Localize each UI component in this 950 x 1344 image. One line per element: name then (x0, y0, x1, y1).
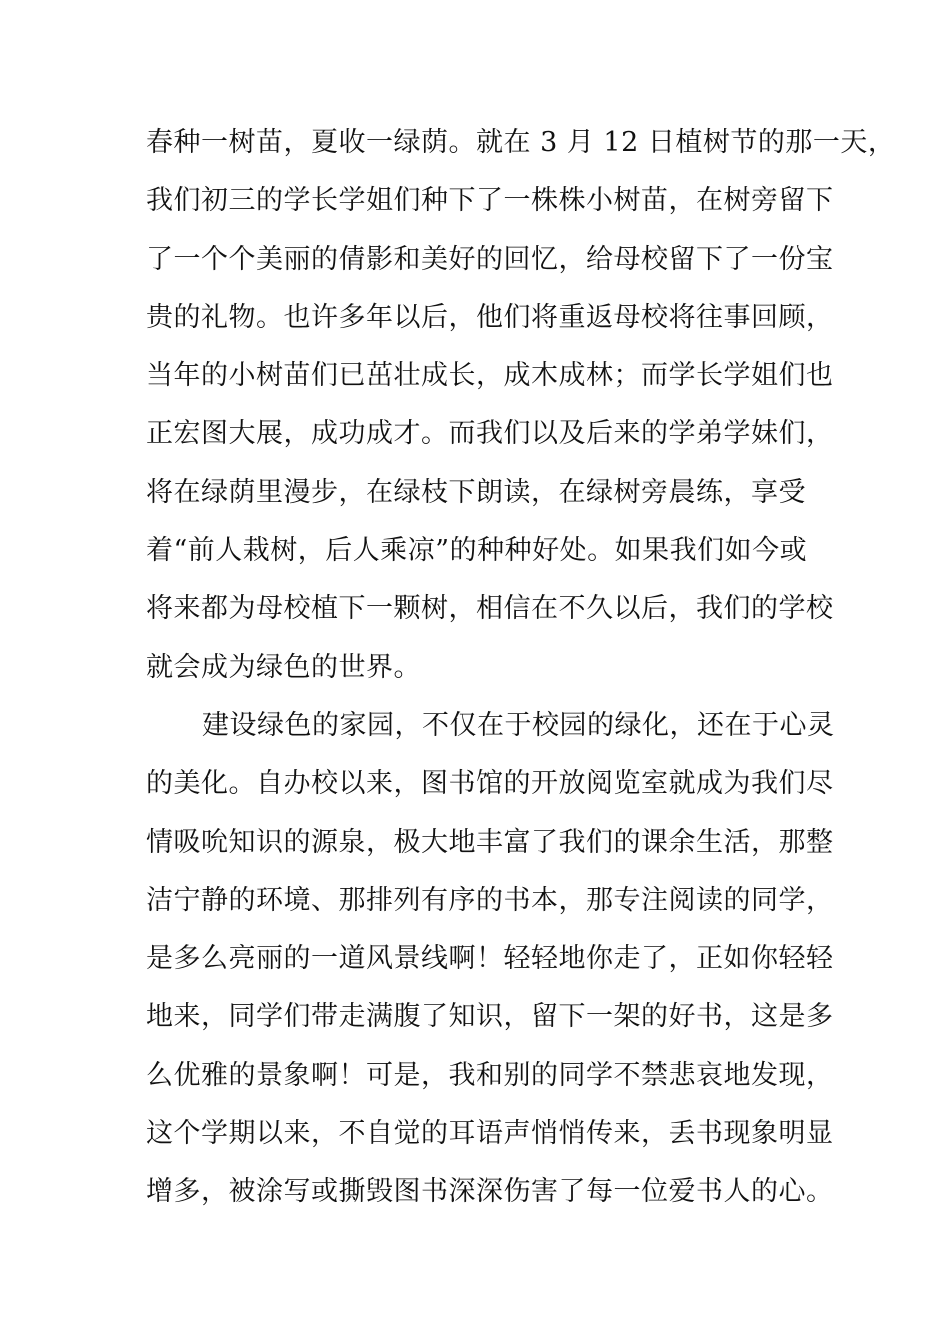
text-line: 情吸吮知识的源泉，极大地丰富了我们的课余生活，那整 (146, 826, 834, 858)
text-line: 春种一树苗，夏收一绿荫。就在 3 月 12 日植树节的那一天， (146, 127, 896, 158)
text-line: 正宏图大展，成功成才。而我们以及后来的学弟学妹们， (146, 418, 834, 450)
text-line: 地来，同学们带走满腹了知识，留下一架的好书，这是多 (146, 1001, 834, 1033)
text-line: 建设绿色的家园，不仅在于校园的绿化，还在于心灵 (202, 709, 835, 741)
text-line: 是多么亮丽的一道风景线啊！轻轻地你走了，正如你轻轻 (146, 943, 834, 975)
text-line: 洁宁静的环境、那排列有序的书本，那专注阅读的同学， (146, 884, 834, 916)
text-line: 就会成为绿色的世界。 (146, 651, 421, 683)
paragraph-1 (146, 122, 896, 705)
text-line: 的美化。自办校以来，图书馆的开放阅览室就成为我们尽 (146, 768, 834, 800)
text-line: 么优雅的景象啊！可是，我和别的同学不禁悲哀地发现， (146, 1059, 834, 1091)
text-line: 贵的礼物。也许多年以后，他们将重返母校将往事回顾， (146, 301, 834, 333)
text-line: 将来都为母校植下一颗树，相信在不久以后，我们的学校 (146, 593, 834, 625)
document-body (146, 122, 896, 1230)
text-line: 这个学期以来，不自觉的耳语声悄悄传来，丢书现象明显 (146, 1118, 834, 1150)
text-line: 我们初三的学长学姐们种下了一株株小树苗，在树旁留下 (146, 185, 834, 217)
text-line: 当年的小树苗们已茁壮成长，成木成林；而学长学姐们也 (146, 360, 834, 392)
paragraph-2 (146, 705, 836, 1230)
text-line: 着“前人栽树，后人乘凉”的种种好处。如果我们如今或 (146, 535, 808, 567)
text-line: 增多，被涂写或撕毁图书深深伤害了每一位爱书人的心。 (146, 1176, 834, 1208)
text-line: 将在绿荫里漫步，在绿枝下朗读，在绿树旁晨练，享受 (146, 476, 806, 508)
text-line: 了一个个美丽的倩影和美好的回忆，给母校留下了一份宝 (146, 243, 834, 275)
